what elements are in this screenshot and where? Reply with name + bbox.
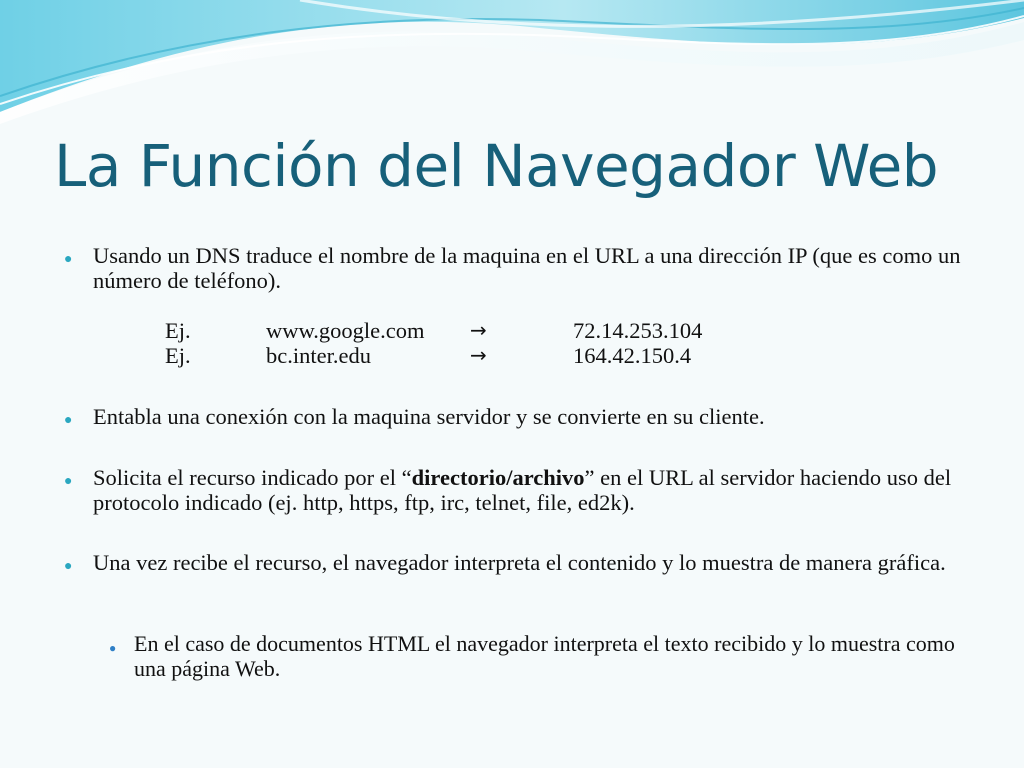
bullet-item [64,465,973,515]
bullet-item [64,243,973,293]
example-ip: 164.42.150.4 [573,343,692,368]
bullet-item [64,404,973,429]
example-ip: 72.14.253.104 [573,318,703,343]
arrow-right-icon: → [470,318,487,342]
slide-title: La Función del Navegador Web [54,132,939,200]
bullet-text: Una vez recibe el recurso, el navegador interpreta el contenido y lo muestra de manera gráfica. [93,550,946,575]
arrow-right-icon: → [470,343,487,367]
example-label: Ej. [165,318,191,343]
bullet-text-bold: directorio/archivo [411,465,585,490]
sub-bullet-icon: ● [109,641,117,655]
bullet-text: Usando un DNS traduce el nombre de la maquina en el URL a una dirección IP (que es como un número de teléfono). [93,243,961,293]
bullet-icon: ● [64,252,73,267]
sub-bullet-item [109,631,964,681]
bullet-text-pre: Solicita el recurso indicado por el “ [93,465,412,490]
bullet-text: Entabla una conexión con la maquina servidor y se convierte en su cliente. [93,404,765,429]
bullet-item [64,550,973,575]
bullet-icon: ● [64,474,73,489]
example-host: www.google.com [266,318,425,343]
bullet-icon: ● [64,413,73,428]
example-host: bc.inter.edu [266,343,371,368]
sub-bullet-text: En el caso de documentos HTML el navegador interpreta el texto recibido y lo muestra como una página Web. [134,631,955,681]
example-label: Ej. [165,343,191,368]
bullet-text-post: ” en el URL al servidor haciendo uso del protocolo indicado (ej. http, https, ftp, irc, telnet, file, ed2k). [93,465,952,515]
bullet-icon: ● [64,559,73,574]
